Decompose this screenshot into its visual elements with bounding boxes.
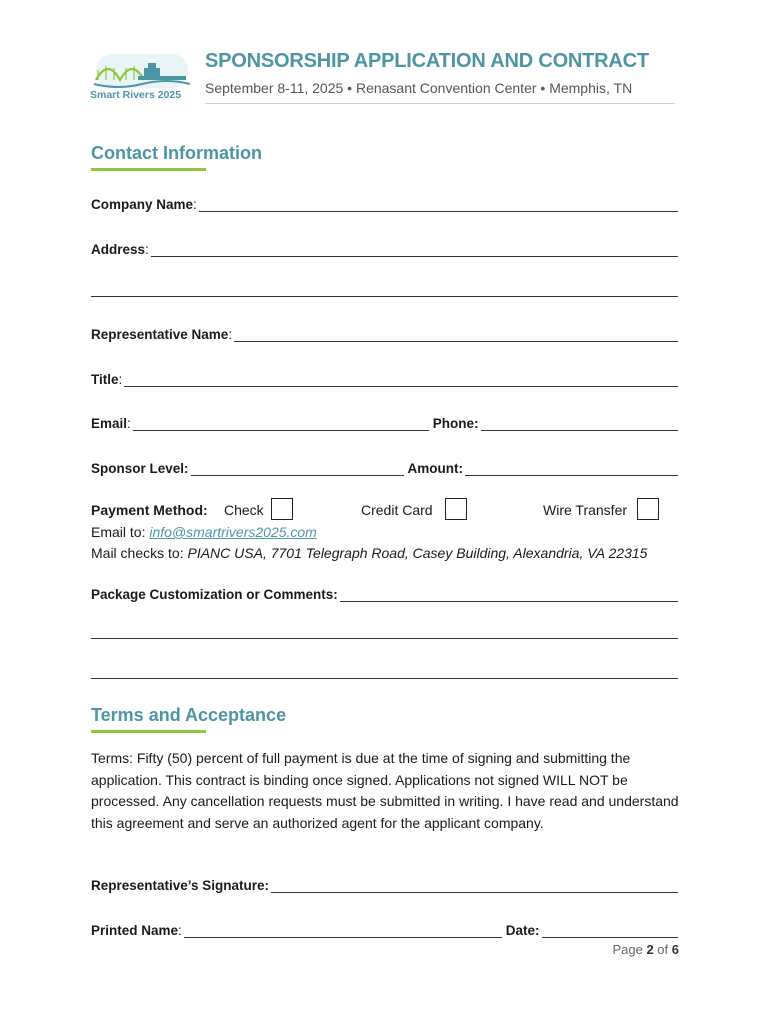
representative-label: Representative Name [91,327,229,342]
mail-checks-address: PIANC USA, 7701 Telegraph Road, Casey Building, Alexandria, VA 22315 [187,545,648,561]
payment-option-wire-transfer: Wire Transfer [543,502,628,518]
email-to-link[interactable]: info@smartrivers2025.com [149,524,317,540]
email-field[interactable] [133,416,429,431]
header-divider [205,103,675,104]
comments-label: Package Customization or Comments: [91,587,338,602]
mail-checks-line [91,545,647,561]
contact-heading: Contact Information [91,143,262,163]
title-field[interactable] [124,372,678,387]
comments-row [91,582,678,602]
page-current: 2 [646,942,654,957]
page-prefix: Page [612,942,647,957]
email-to-prefix: Email to: [91,524,150,540]
email-to-line [91,524,317,540]
document-title: SPONSORSHIP APPLICATION AND CONTRACT [205,50,649,72]
date-label: Date: [505,923,540,938]
email-label: Email [91,416,128,431]
sponsor-amount-row [91,456,678,476]
signature-label: Representative’s Signature: [91,878,270,893]
address-row: Address : [91,237,678,257]
email-phone-row: Email : Phone: [91,411,678,431]
printed-name-field[interactable] [184,923,502,938]
signature-row [91,873,678,893]
terms-body: Terms: Fifty (50) percent of full payment is due at the time of signing and submitting the application. This contract is binding once signed. Applications not signed WILL NOT be processed. Any cancellation requests must be submitted in writing. I have read and understand this agreement and serve an authorized agent for the applicant company. [91,750,679,831]
sponsor-level-field[interactable] [191,461,404,476]
phone-field[interactable] [481,416,678,431]
signature-field[interactable] [271,878,678,893]
title-label: Title [91,372,119,387]
address-field[interactable] [151,242,678,257]
payment-method-label: Payment Method: [91,502,208,518]
payment-option-credit-card: Credit Card [361,502,433,518]
company-name-label: Company Name [91,197,194,212]
check-checkbox[interactable] [271,498,293,520]
logo-text: Smart Rivers 2025 [90,89,182,101]
comments-field-line-3[interactable] [91,677,678,679]
credit-card-checkbox[interactable] [445,498,467,520]
document-subtitle: September 8-11, 2025 • Renasant Convention Center • Memphis, TN [205,80,633,96]
terms-heading: Terms and Acceptance [91,705,287,725]
amount-label: Amount: [407,461,464,476]
company-name-row: Company Name : [91,192,678,212]
comments-field[interactable] [340,587,678,602]
payment-option-check: Check [224,502,264,518]
title-row: Title : [91,367,678,387]
address-label: Address [91,242,146,257]
smart-rivers-logo [88,44,196,108]
comments-field-line-2[interactable] [91,637,678,639]
amount-field[interactable] [465,461,678,476]
company-name-field[interactable] [199,197,678,212]
printed-name-date-row: Printed Name : Date: [91,918,678,938]
representative-row: Representative Name : [91,322,678,342]
page-of: of [653,942,672,957]
wire-transfer-checkbox[interactable] [637,498,659,520]
phone-label: Phone: [432,416,479,431]
page-number [612,942,679,957]
terms-heading-underline [91,730,206,733]
address-field-line-2[interactable] [91,295,678,297]
sponsor-level-label: Sponsor Level: [91,461,189,476]
payment-method-row [91,498,678,522]
contact-heading-underline [91,168,206,171]
printed-name-label: Printed Name [91,923,179,938]
representative-field[interactable] [234,327,678,342]
mail-checks-prefix: Mail checks to: [91,545,188,561]
page-total: 6 [671,942,679,957]
date-field[interactable] [542,923,678,938]
